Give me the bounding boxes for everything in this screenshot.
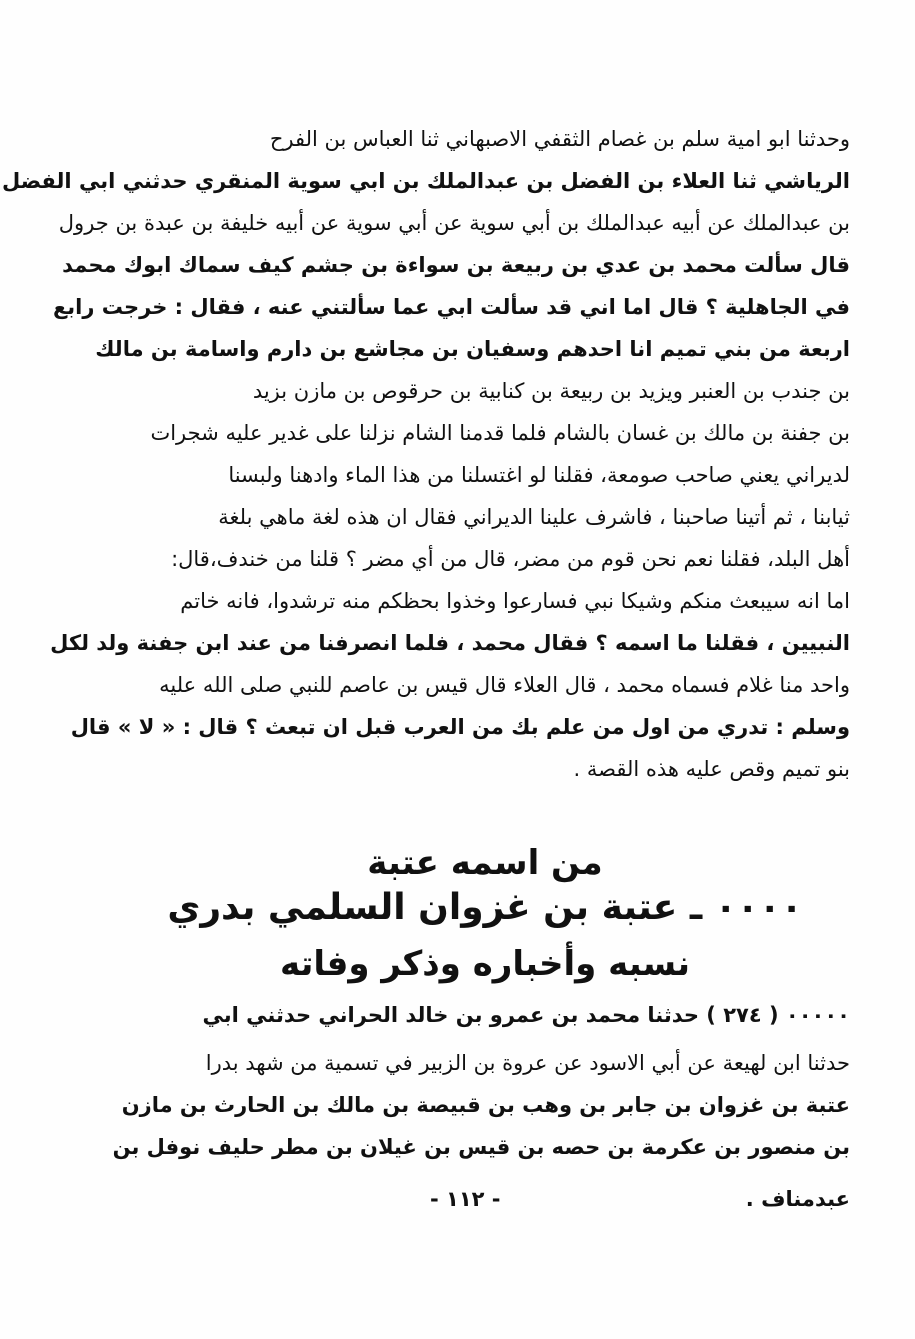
text-line: لديراني يعني صاحب صومعة، فقلنا لو اغتسلنا من هذا الماء وادهنا ولبسنا [228,463,850,487]
text-line: واحد منا غلام فسماه محمد ، قال العلاء قال قيس بن عاصم للنبي صلى الله عليه [159,673,850,697]
text-line: بن عبدالملك عن أبيه عبدالملك بن أبي سوية عن أبي سوية عن أبيه خليفة بن عبدة بن جرول [58,211,850,235]
text-line: بن منصور بن عكرمة بن حصه بن قيس بن غيلان بن مطر حليف نوفل بن [112,1135,850,1159]
text-line: وسلم : تدري من اول من علم بك من العرب قبل ان تبعث ؟ قال : « لا » قال [70,715,850,739]
paragraph-hadith-muhammad-naming [2,118,850,790]
text-line: اربعة من بني تميم انا احدهم وسفيان بن مجاشع بن دارم واسامة بن مالك [95,337,850,361]
text-line: بن جندب بن العنبر ويزيد بن ربيعة بن كنابية بن حرقوص بن مازن بزيد [252,379,850,403]
section-heading: من اسمه عتبة [367,843,603,883]
page-number: - ١١٢ - [430,1187,501,1211]
entry-subtitle: نسبه وأخباره وذكر وفاته [279,944,690,984]
text-line: اما انه سيبعث منكم وشيكا نبي فسارعوا وخذوا بحظكم منه ترشدوا، فانه خاتم [180,589,850,613]
text-line: وحدثنا ابو امية سلم بن غصام الثقفي الاصبهاني ثنا العباس بن الفرح [269,127,850,151]
entry-title: ٠٠٠٠ ـ عتبة بن غزوان السلمي بدري [167,887,803,928]
text-line: ثيابنا ، ثم أتينا صاحبنا ، فاشرف علينا الديراني فقال ان هذه لغة ماهي بلغة [218,505,850,529]
text-line: عتبة بن غزوان بن جابر بن وهب بن قبيصة بن مالك بن الحارث بن مازن [121,1093,850,1117]
text-line: بن جفنة بن مالك بن غسان بالشام فلما قدمنا الشام نزلنا على غدير عليه شجرات [150,421,850,445]
text-line: الرياشي ثنا العلاء بن الفضل بن عبدالملك بن ابي سوية المنقري حدثني ابي الفضل [2,169,850,193]
text-line: أهل البلد، فقلنا نعم نحن قوم من مضر، قال من أي مضر ؟ قلنا من خندف،قال: [171,547,850,571]
paragraph-utba-lineage [112,1042,850,1168]
final-line [120,1178,850,1220]
hadith-number-line: ٠٠٠٠٠ ( ٢٧٤ ) حدثنا محمد بن عمرو بن خالد الحراني حدثني ابي [202,1003,850,1027]
final-word: عبدمناف . [745,1187,850,1211]
text-line: حدثنا ابن لهيعة عن أبي الاسود عن عروة بن الزبير في تسمية من شهد بدرا [205,1051,850,1075]
text-line: بنو تميم وقص عليه هذه القصة . [573,757,850,781]
text-line: قال سألت محمد بن عدي بن ربيعة بن سواءة بن جشم كيف سماك ابوك محمد [62,253,850,277]
text-line: في الجاهلية ؟ قال اما اني قد سألت ابي عما سألتني عنه ، فقال : خرجت رابع [52,295,850,319]
text-line: النبيين ، فقلنا ما اسمه ؟ فقال محمد ، فلما انصرفنا من عند ابن جفنة ولد لكل [50,631,850,655]
